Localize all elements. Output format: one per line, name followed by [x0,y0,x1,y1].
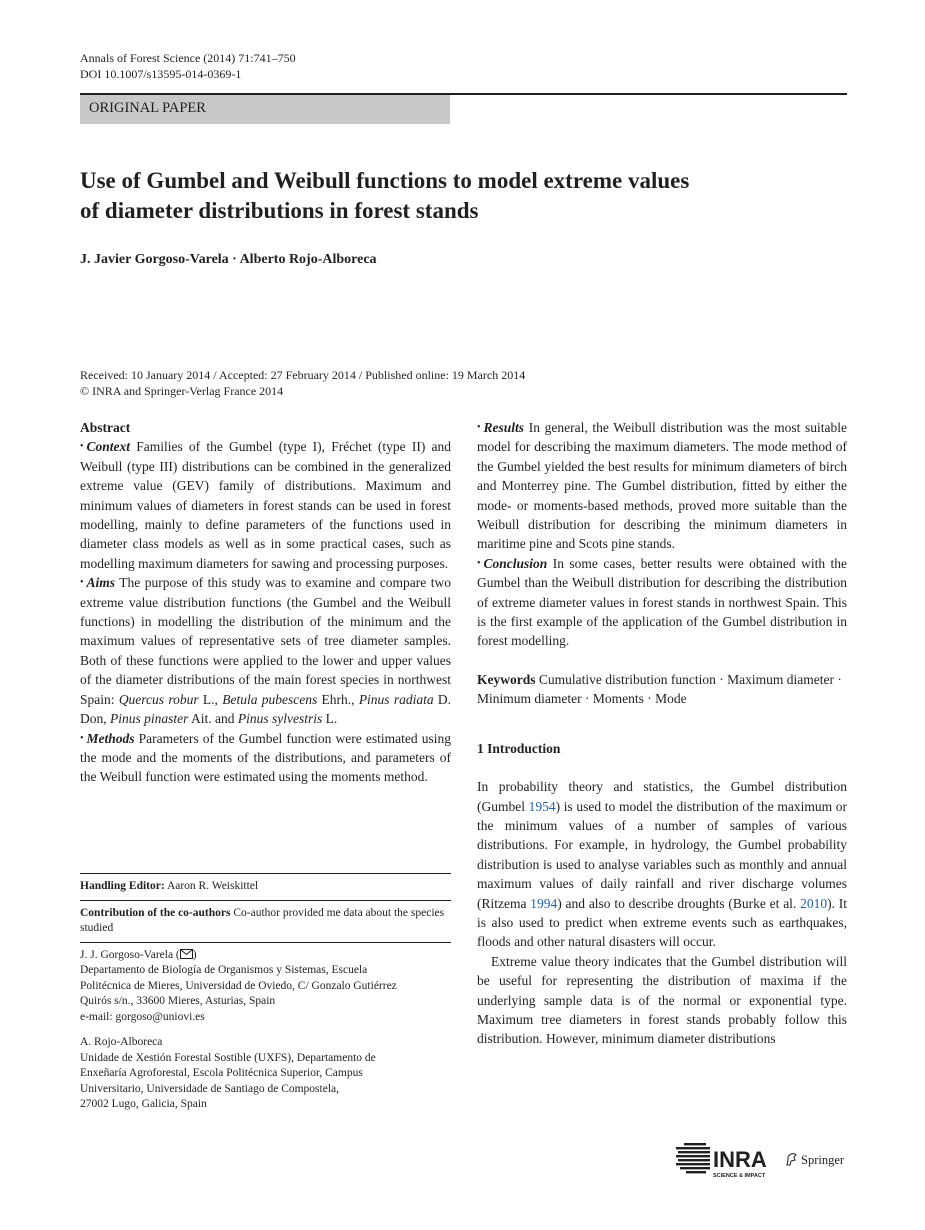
journal-name: Annals of Forest Science (2014) 71:741–750 [80,51,296,65]
abstract-aims [80,573,451,728]
title-line-2: of diameter distributions in forest stands [80,198,479,223]
introduction-heading: 1 Introduction [477,740,561,756]
spacer [477,651,847,670]
methods-label: Methods [86,730,135,746]
contribution-text: Co-author provided me data about the species studied [80,906,445,934]
aims-text: D. Don, [80,691,452,727]
intro-text: ) and also to describe droughts (Burke et al. [557,895,797,911]
abstract-methods [80,729,451,787]
intro-paragraph-2: Extreme value theory indicates that the Gumbel distribution will be useful for representing the distribution of maxima if the underlying sample data is of the normal or exponential type. Maximum tree diameters in forest stands probably follow this distribution. However, minimum diameter distributions [477,953,847,1047]
inra-logo [676,1139,768,1179]
springer-wordmark: Springer [801,1153,845,1167]
results-text: In general, the Weibull distribution was the most suitable model for describing the maximum diameters. The mode method of the Gumbel yielded the best results for minimum diameters of birch and Monterrey pine. The Gumbel distribution, fitted by either the mode- or moments-based methods, proved more suitable than the Weibull distribution for describing the minimum diameters in maritime pine and Scots pine stands. [477,420,848,552]
intro-text: In probability theory and statistics, the Gumbel distribution (Gumbel [477,779,847,814]
email-envelope-icon [180,949,193,959]
springer-logo [785,1152,844,1168]
received-line: Received: 10 January 2014 / Accepted: 27 February 2014 / Published online: 19 March 2014 [80,368,526,382]
contribution [80,901,451,942]
springer-horse-icon [785,1152,798,1166]
bullet: • [80,732,84,744]
context-text: Families of the Gumbel (type I), Fréchet (type II) and Weibull (type III) distributions can be combined in the generalized extreme value (GEV) family of distributions. Maximum and minimum values of diameters in forest stands can be used in forest modelling, mainly to define parameters of the functions used in diameter class models as well as in some practical cases, such as modelling maximum diameters for sawing and processing purposes. [80,439,452,571]
intro-text: ). It is also used to predict when extreme events such as earthquakes, floods and other natural disasters will occur. [477,895,847,950]
context-label: Context [86,439,131,455]
results-label: Results [483,420,525,435]
abstract-results [477,418,847,554]
section-badge: ORIGINAL PAPER [80,95,450,124]
aims-text: L. [325,711,338,727]
keywords [477,670,847,709]
author-1-name-end: ) [192,948,197,961]
abstract-heading: Abstract [80,420,131,435]
affiliation-1 [80,943,451,1031]
keywords-text: Cumulative distribution function · Maximum diameter · Minimum diameter · Moments · Mode [477,671,842,707]
paper-title [80,166,847,226]
handling-editor [80,874,451,900]
inra-tagline: SCIENCE & IMPACT [713,1173,766,1179]
dates [80,367,525,399]
bullet: • [477,557,481,569]
author-1-name: J. J. Gorgoso-Varela ( [80,948,180,961]
aims-text: L., [202,691,218,707]
abstract-conclusion [477,554,847,651]
bullet: • [80,441,84,453]
species-name: Quercus robur [118,691,199,707]
species-name: Pinus pinaster [110,711,189,727]
citation-link[interactable]: 1954 [528,798,556,814]
footnotes [80,873,451,1118]
intro-text: ) is used to model the distribution of the maximum or the minimum values of a number of samples of various distributions. For example, in hydrology, the Gumbel probability distribution is used to analyse variables such as monthly and annual maximum values of daily rainfall and river discharge volumes (Ritzema [477,798,847,911]
species-name: Pinus sylvestris [237,711,323,727]
species-name: Betula pubescens [222,691,318,707]
affiliation-line: Unidade de Xestión Forestal Sostible (UXFS), Departamento de [80,1051,376,1064]
author-2-name: A. Rojo-Alboreca [80,1036,163,1048]
copyright-symbol: © [80,384,90,398]
aims-text: The purpose of this study was to examine and compare two extreme value distribution functions (the Gumbel and the Weibull functions) in modelling the distribution of the minimum and the maximum values of representative sets of tree diameter samples. Both of these functions were applied to the lower and upper values of the diameter distributions of the main forest species in northwest Spain: [80,575,451,707]
bullet: • [80,577,84,589]
inra-wordmark: INRA [713,1147,767,1172]
aims-label: Aims [86,575,116,591]
doi: DOI 10.1007/s13595-014-0369-1 [80,67,242,81]
journal-citation [80,50,296,82]
contribution-label: Contribution of the co-authors [80,906,231,919]
citation-link[interactable]: 1994 [530,895,558,911]
author-email[interactable]: e-mail: gorgoso@uniovi.es [80,1010,205,1023]
affiliation-line: Politécnica de Mieres, Universidad de Oviedo, C/ Gonzalo Gutiérrez [80,979,397,992]
affiliation-line: Enxeñaría Agroforestal, Escola Politécnica Superior, Campus [80,1067,363,1079]
conclusion-text: In some cases, better results were obtained with the Gumbel than the Weibull distribution for describing the distribution of extreme diameter values in forest stands in northwest Spain. This is the first example of the application of the Gumbel distribution in forest modelling. [477,555,847,649]
affiliation-line: Quirós s/n., 33600 Mieres, Asturias, Spain [80,995,276,1007]
copyright-line [80,383,525,399]
abstract-context [80,437,451,573]
aims-text: Ait. and [191,711,235,727]
spacer [477,758,847,777]
keywords-label: Keywords [477,671,536,687]
affiliation-2 [80,1030,451,1118]
left-column [80,418,451,787]
citation-link[interactable]: 2010 [800,895,828,911]
species-name: Pinus radiata [358,691,434,707]
affiliation-line: Universitario, Universidade de Santiago de Compostela, [80,1082,340,1095]
affiliation-line: 27002 Lugo, Galicia, Spain [80,1098,207,1110]
title-line-1: Use of Gumbel and Weibull functions to model extreme values [80,168,690,193]
conclusion-label: Conclusion [483,555,548,571]
intro-paragraph-1 [477,777,847,952]
editor-name: Aaron R. Weiskittel [166,880,259,892]
right-column [477,418,847,1049]
affiliation-line: Departamento de Biología de Organismos y Sistemas, Escuela [80,964,368,976]
editor-label: Handling Editor: [80,880,165,892]
bullet: • [477,422,481,433]
methods-text: Parameters of the Gumbel function were estimated using the mode and the moments of the distributions, and parameters of the Weibull function were estimated using the moments method. [80,730,451,785]
authors: J. Javier Gorgoso-Varela · Alberto Rojo-Alboreca [80,252,377,267]
copyright-text: INRA and Springer-Verlag France 2014 [92,384,284,398]
aims-text: Ehrh., [321,691,355,707]
